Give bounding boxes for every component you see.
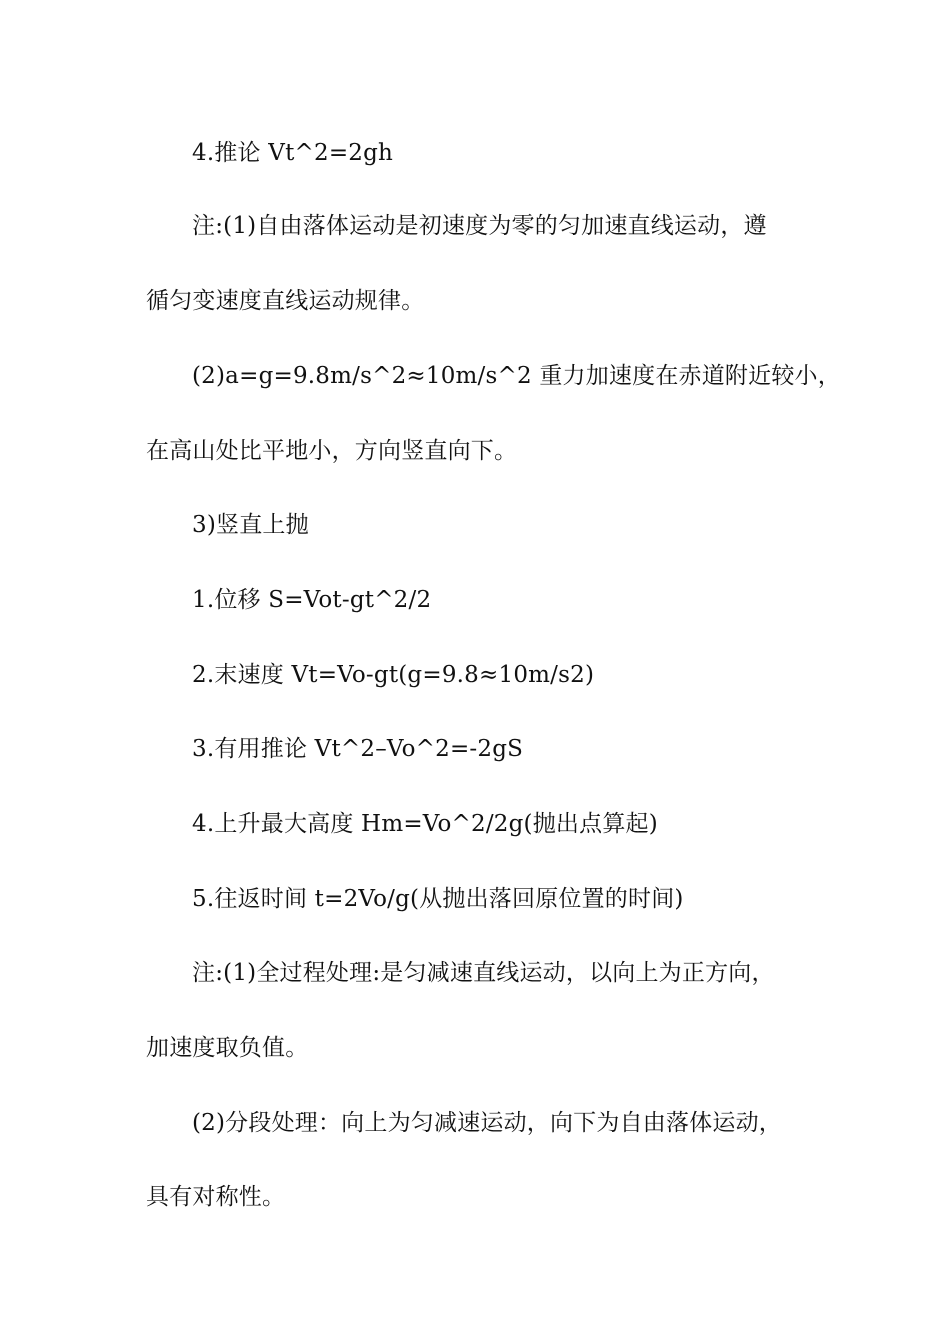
text-line: 具有对称性。 <box>146 1184 286 1210</box>
text-line: 在高山处比平地小，方向竖直向下。 <box>146 438 518 464</box>
text-line: 5.往返时间 t=2Vo/g(从抛出落回原位置的时间) <box>192 886 684 912</box>
text-line: 3)竖直上抛 <box>192 512 309 538</box>
text-line: 3.有用推论 Vt^2–Vo^2=-2gS <box>192 736 524 762</box>
text-line: (2)分段处理：向上为匀减速运动，向下为自由落体运动， <box>192 1110 782 1136</box>
text-line: 2.末速度 Vt=Vo-gt(g=9.8≈10m/s2) <box>192 662 595 688</box>
text-line: 加速度取负值。 <box>146 1035 309 1061</box>
text-line: 1.位移 S=Vot-gt^2/2 <box>192 587 432 613</box>
text-line: 循匀变速度直线运动规律。 <box>146 288 425 314</box>
text-line: 4.上升最大高度 Hm=Vo^2/2g(抛出点算起) <box>192 811 658 837</box>
text-line: 4.推论 Vt^2=2gh <box>192 140 394 166</box>
text-line: 注:(1)全过程处理:是匀减速直线运动，以向上为正方向， <box>192 960 775 986</box>
text-line: 注:(1)自由落体运动是初速度为零的匀加速直线运动，遵 <box>192 213 767 239</box>
text-line: (2)a=g=9.8m/s^2≈10m/s^2 重力加速度在赤道附近较小， <box>192 363 841 389</box>
